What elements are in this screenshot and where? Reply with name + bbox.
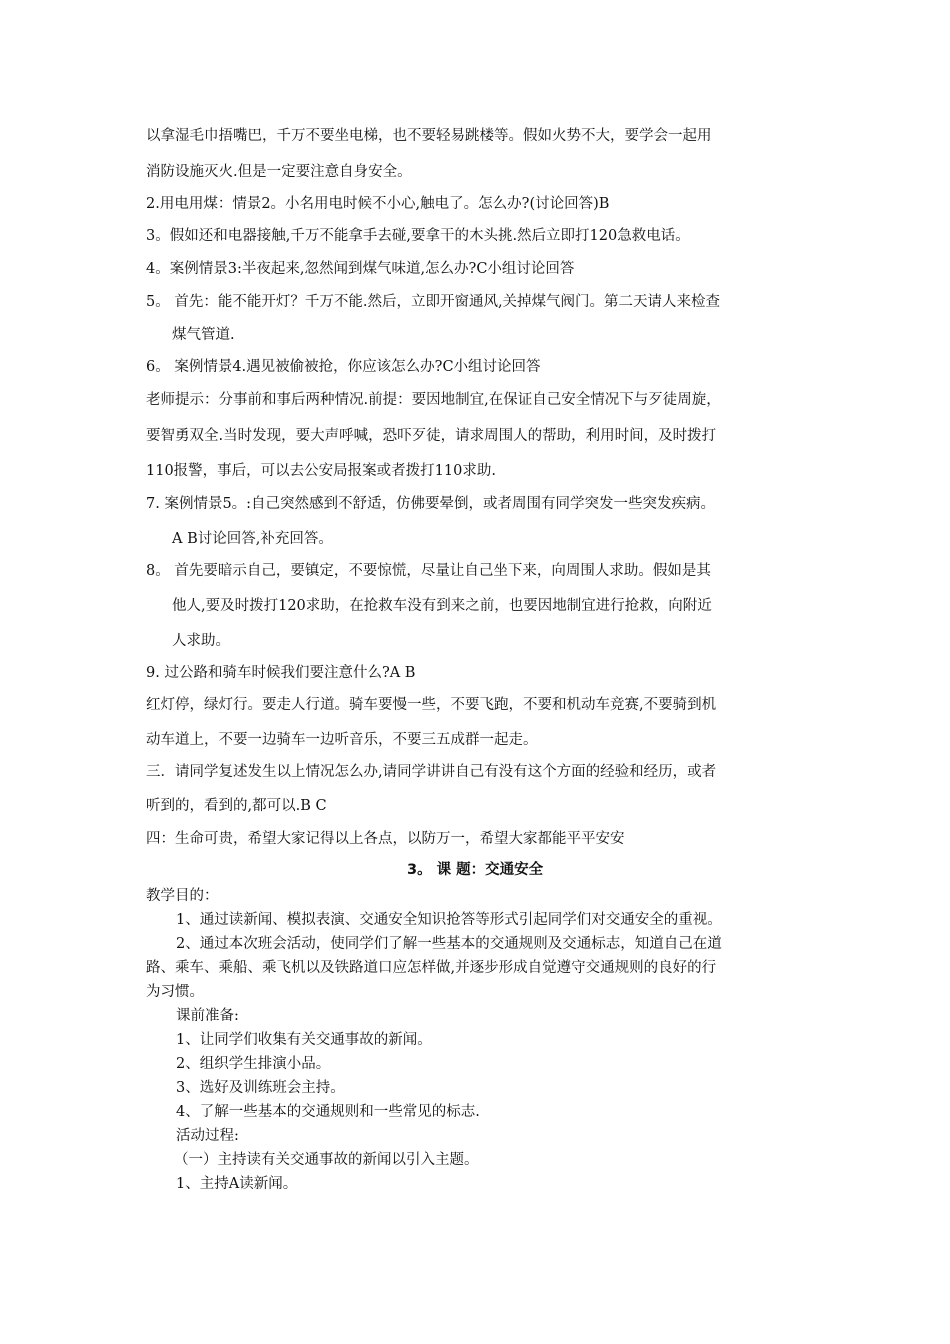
text-line: 教学目的： — [146, 888, 219, 904]
text-line: 为习惯。 — [146, 984, 204, 1000]
text-line: 2、通过本次班会活动，使同学们了解一些基本的交通规则及交通标志，知道自己在道 — [176, 936, 722, 952]
text-line: 人求助。 — [172, 633, 230, 649]
text-line: 6。 案例情景4.遇见被偷被抢，你应该怎么办?C小组讨论回答 — [146, 359, 541, 375]
text-line: 1、主持A读新闻。 — [176, 1176, 298, 1192]
lesson-title: 3。 课 题：交通安全 — [407, 862, 544, 878]
text-line: 课前准备: — [176, 1008, 239, 1024]
text-line: 4、了解一些基本的交通规则和一些常见的标志. — [176, 1104, 480, 1120]
text-line: 5。 首先：能不能开灯？千万不能.然后，立即开窗通风,关掉煤气阀门。第二天请人来检查 — [146, 294, 721, 310]
text-line: 7. 案例情景5。:自己突然感到不舒适，仿佛要晕倒，或者周围有同学突发一些突发疾病。 — [146, 496, 716, 512]
text-line: 4。案例情景3:半夜起来,忽然闻到煤气味道,怎么办?C小组讨论回答 — [146, 261, 575, 277]
text-line: 煤气管道. — [172, 327, 235, 343]
text-line: （一）主持读有关交通事故的新闻以引入主题。 — [174, 1152, 479, 1168]
text-line: 要智勇双全.当时发现，要大声呼喊，恐吓歹徒，请求周围人的帮助，利用时间，及时拨打 — [146, 428, 717, 444]
text-line: 1、让同学们收集有关交通事故的新闻。 — [176, 1032, 432, 1048]
text-line: 8。 首先要暗示自己，要镇定，不要惊慌，尽量让自己坐下来，向周围人求助。假如是其 — [146, 563, 711, 579]
text-line: 9. 过公路和骑车时候我们要注意什么?A B — [146, 665, 416, 681]
text-line: 1、通过读新闻、模拟表演、交通安全知识抢答等形式引起同学们对交通安全的重视。 — [176, 912, 722, 928]
text-line: 三．请同学复述发生以上情况怎么办,请同学讲讲自己有没有这个方面的经验和经历，或者 — [146, 764, 717, 780]
text-line: 红灯停，绿灯行。要走人行道。骑车要慢一些，不要飞跑，不要和机动车竞赛,不要骑到机 — [146, 697, 717, 713]
text-line: 路、乘车、乘船、乘飞机以及铁路道口应怎样做,并逐步形成自觉遵守交通规则的良好的行 — [146, 960, 717, 976]
text-line: 3。假如还和电器接触,千万不能拿手去碰,要拿干的木头挑.然后立即打120急救电话。 — [146, 228, 690, 244]
text-line: 2.用电用煤：情景2。小名用电时候不小心,触电了。怎么办?(讨论回答)B — [146, 196, 610, 212]
text-line: 活动过程: — [176, 1128, 239, 1144]
text-line: 他人,要及时拨打120求助，在抢救车没有到来之前，也要因地制宜进行抢救，向附近 — [172, 598, 712, 614]
text-line: 动车道上，不要一边骑车一边听音乐，不要三五成群一起走。 — [146, 732, 538, 748]
text-line: 3、选好及训练班会主持。 — [176, 1080, 345, 1096]
text-line: A B讨论回答,补充回答。 — [172, 531, 333, 547]
text-line: 110报警，事后，可以去公安局报案或者拨打110求助. — [146, 463, 496, 479]
text-line: 以拿湿毛巾捂嘴巴，千万不要坐电梯，也不要轻易跳楼等。假如火势不大，要学会一起用 — [146, 128, 712, 144]
text-line: 消防设施灭火.但是一定要注意自身安全。 — [146, 164, 412, 180]
text-line: 听到的，看到的,都可以.B C — [146, 798, 327, 814]
text-line: 四：生命可贵，希望大家记得以上各点，以防万一，希望大家都能平平安安 — [146, 831, 625, 847]
text-line: 2、组织学生排演小品。 — [176, 1056, 331, 1072]
text-line: 老师提示：分事前和事后两种情况.前提：要因地制宜,在保证自己安全情况下与歹徒周旋， — [146, 392, 721, 408]
